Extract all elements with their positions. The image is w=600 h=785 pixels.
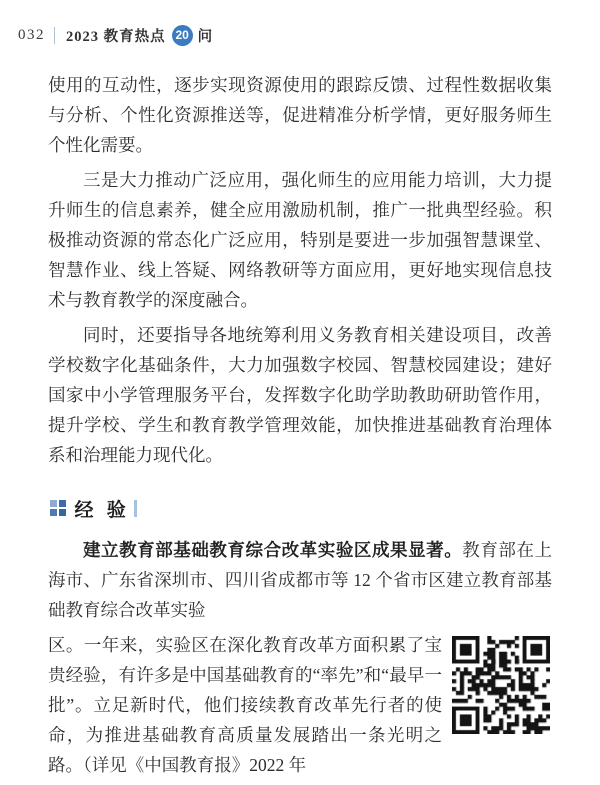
badge-20-icon: 20 [172, 25, 193, 46]
header-divider [54, 27, 55, 44]
experience-lead-bold: 建立教育部基础教育综合改革实验区成果显著。 [83, 540, 463, 560]
book-title: 2023 教育热点 [66, 28, 166, 45]
section-title: 经 验 [74, 499, 130, 521]
page-number: 032 [18, 26, 45, 43]
qr-code-image [452, 636, 550, 734]
grid-squares-icon [50, 500, 66, 516]
experience-body-start: 教育部在上海市、广东省深圳市、四川省成都市等 12 个省市区建立教育部基础教育综合改革实验 [48, 540, 553, 620]
page-content [48, 70, 552, 785]
section-title-bar [134, 500, 137, 517]
running-head [18, 24, 212, 46]
paragraph-governance: 同时，还要指导各地统筹利用义务教育相关建设项目，改善学校数字化基础条件，大力加强数字校园、智慧校园建设；建好国家中小学管理服务平台，发挥数字化助学助教助研助管作用，提升学校、学生和教育教学管理效能，加快推进基础教育治理体系和治理能力现代化。 [48, 325, 552, 465]
qr-code [452, 636, 550, 734]
experience-paragraph-part1 [48, 535, 552, 625]
paragraph-broad-application: 三是大力推动广泛应用，强化师生的应用能力培训，大力提升师生的信息素养，健全应用激励机制，推广一批典型经验。积极推动资源的常态化广泛应用，特别是要进一步加强智慧课堂、智慧作业、线上答疑、网络教研等方面应用，更好地实现信息技术与教育教学的深度融合。 [48, 170, 552, 310]
section-header-experience [50, 496, 552, 520]
experience-paragraph-part2 [48, 630, 552, 780]
paragraph-continuation: 使用的互动性，逐步实现资源使用的跟踪反馈、过程性数据收集与分析、个性化资源推送等，促进精准分析学情，更好服务师生个性化需要。 [48, 75, 552, 155]
book-title-suffix: 问 [197, 28, 213, 45]
experience-body-wrap: 区。一年来，实验区在深化教育改革方面积累了宝贵经验，有许多是中国基础教育的“率先”和“最早一批”。立足新时代，他们接续教育改革先行者的使命，为推进基础教育高质量发展踏出一条光明之路。（详见《中国教育报》2022 年 [48, 635, 442, 775]
